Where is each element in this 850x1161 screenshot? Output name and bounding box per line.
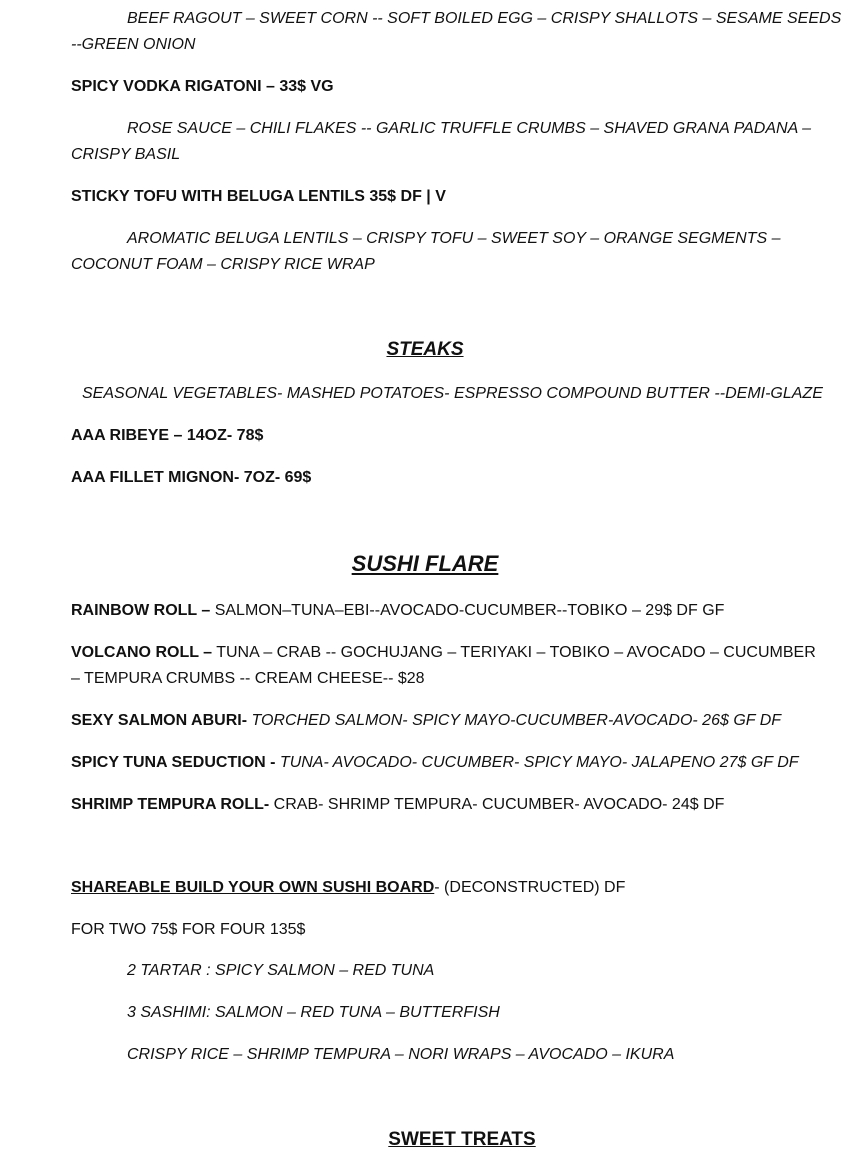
- rigatoni-description-line-1: ROSE SAUCE – CHILI FLAKES -- GARLIC TRUFFLE CRUMBS – SHAVED GRANA PADANA –: [127, 120, 812, 137]
- ribeye-item: AAA RIBEYE – 14OZ- 78$: [71, 427, 264, 444]
- sushi-board-extras: CRISPY RICE – SHRIMP TEMPURA – NORI WRAPS – AVOCADO – IKURA: [127, 1046, 675, 1063]
- salmon-aburi-name: SEXY SALMON ABURI-: [71, 712, 248, 729]
- rigatoni-description-line-2: CRISPY BASIL: [71, 146, 181, 163]
- sweet-treats-heading: SWEET TREATS: [388, 1129, 536, 1150]
- volcano-roll-name: VOLCANO ROLL –: [71, 644, 213, 661]
- tofu-description-line-1: AROMATIC BELUGA LENTILS – CRISPY TOFU – SWEET SOY – ORANGE SEGMENTS –: [127, 230, 781, 247]
- sushi-board-tartar: 2 TARTAR : SPICY SALMON – RED TUNA: [127, 962, 435, 979]
- ragout-description-line-2: --GREEN ONION: [71, 36, 196, 53]
- rainbow-roll-description: SALMON–TUNA–EBI--AVOCADO-CUCUMBER--TOBIKO – 29$ DF GF: [210, 602, 725, 619]
- fillet-mignon-item: AAA FILLET MIGNON- 7OZ- 69$: [71, 469, 312, 486]
- sushi-board-sashimi: 3 SASHIMI: SALMON – RED TUNA – BUTTERFISH: [127, 1004, 500, 1021]
- rainbow-roll-item: [71, 598, 811, 624]
- volcano-roll-item: [71, 640, 816, 666]
- spicy-tuna-item: [71, 750, 811, 776]
- sushi-board-heading: [71, 875, 811, 901]
- ragout-description-line-1: BEEF RAGOUT – SWEET CORN -- SOFT BOILED EGG – CRISPY SHALLOTS – SESAME SEEDS: [127, 10, 842, 27]
- shrimp-tempura-name: SHRIMP TEMPURA ROLL-: [71, 796, 270, 813]
- tofu-title: STICKY TOFU WITH BELUGA LENTILS 35$ DF | V: [71, 188, 446, 205]
- spicy-tuna-name: SPICY TUNA SEDUCTION -: [71, 754, 276, 771]
- shrimp-tempura-description: CRAB- SHRIMP TEMPURA- CUCUMBER- AVOCADO- 24$ DF: [269, 796, 725, 813]
- salmon-aburi-item: [71, 708, 811, 734]
- rainbow-roll-name: RAINBOW ROLL –: [71, 602, 211, 619]
- sushi-board-title: SHAREABLE BUILD YOUR OWN SUSHI BOARD: [71, 879, 435, 896]
- steaks-heading: STEAKS: [386, 339, 464, 360]
- sushi-board-title-suffix: - (DECONSTRUCTED) DF: [434, 879, 626, 896]
- sushi-board-prices: FOR TWO 75$ FOR FOUR 135$: [71, 921, 306, 938]
- rigatoni-title: SPICY VODKA RIGATONI – 33$ VG: [71, 78, 334, 95]
- volcano-roll-description-line-2: – TEMPURA CRUMBS -- CREAM CHEESE-- $28: [71, 670, 425, 687]
- tofu-description-line-2: COCONUT FOAM – CRISPY RICE WRAP: [71, 256, 375, 273]
- shrimp-tempura-item: [71, 792, 811, 818]
- steaks-sides: SEASONAL VEGETABLES- MASHED POTATOES- ESPRESSO COMPOUND BUTTER --DEMI-GLAZE: [82, 385, 823, 402]
- sushi-flare-heading: SUSHI FLARE: [351, 551, 499, 576]
- volcano-roll-description-line-1: TUNA – CRAB -- GOCHUJANG – TERIYAKI – TOBIKO – AVOCADO – CUCUMBER: [212, 644, 816, 661]
- salmon-aburi-description: TORCHED SALMON- SPICY MAYO-CUCUMBER-AVOCADO- 26$ GF DF: [247, 712, 782, 729]
- spicy-tuna-description: TUNA- AVOCADO- CUCUMBER- SPICY MAYO- JALAPENO 27$ GF DF: [275, 754, 799, 771]
